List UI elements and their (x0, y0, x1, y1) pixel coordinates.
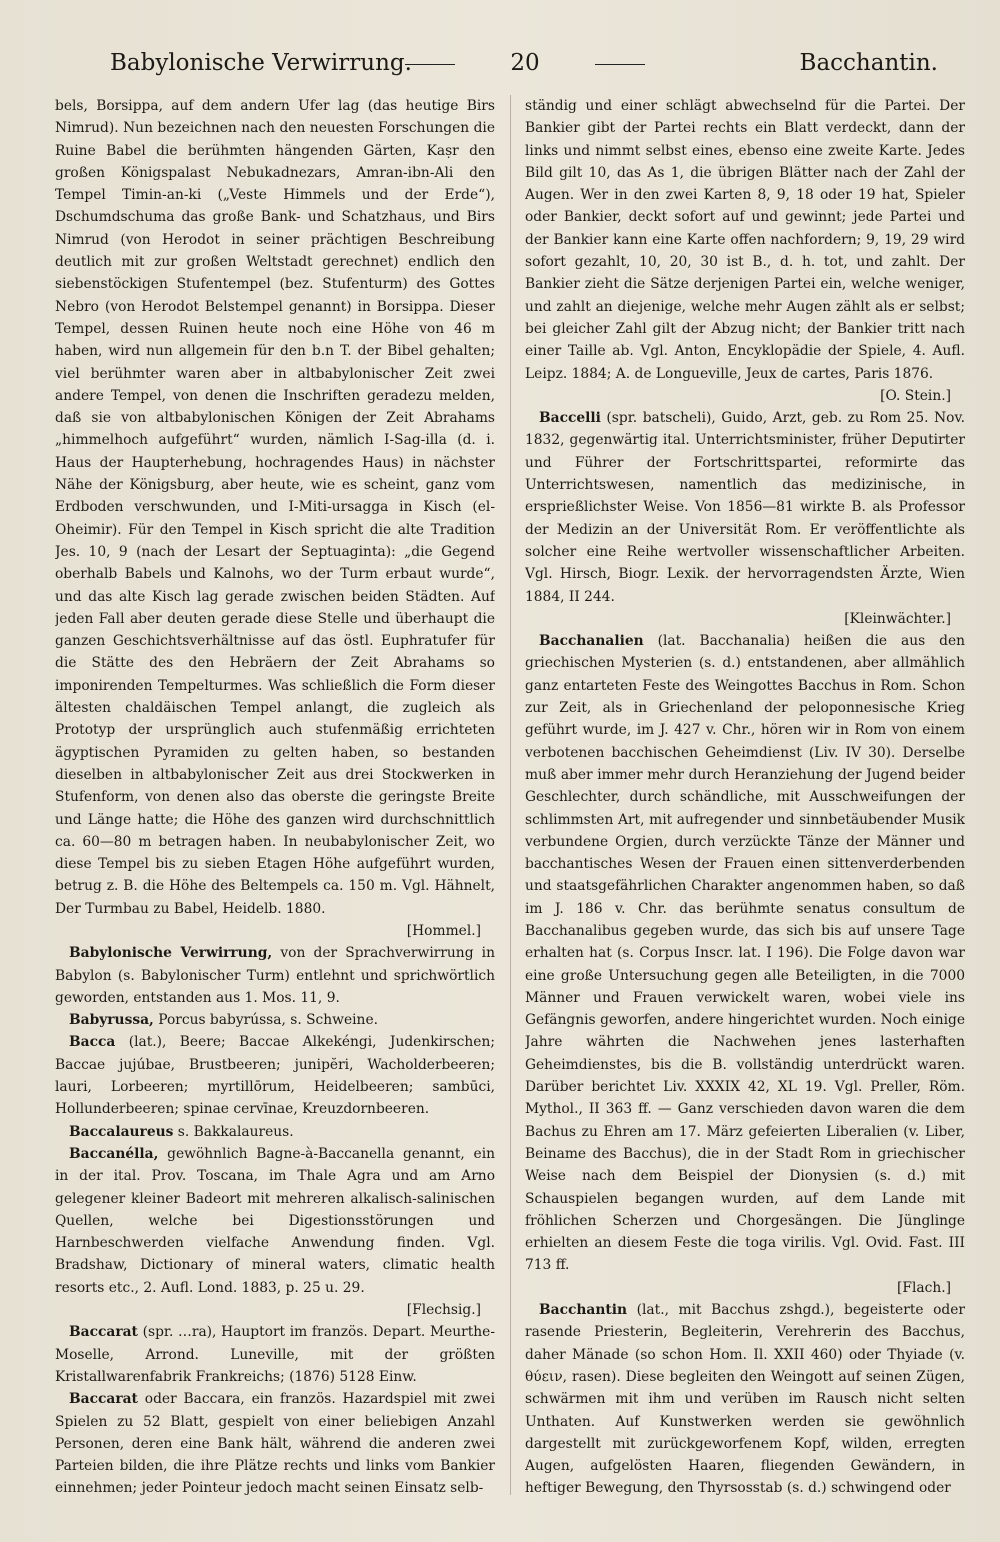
entry-text: bels, Borsippa, auf dem andern Ufer lag (das heutige Birs Nimrud). Nun bezeichnen nach den neuesten Forschungen die Ruine Babel die berühmten hängenden Gärten, Kaṣr den großen Königspalast Nebukadnezars, Amran-ibn-Ali den Tempel Timin-an-ki („Veste Himmels und der Erde“), Dschumdschuma das große Bank- und Schatzhaus, und Birs Nimrud (von Herodot in seiner prächtigen Beschreibung deutlich mit zur großen Weltstadt gerechnet) endlich den siebenstöckigen Stufentempel (bez. Stufenturm) des Gottes Nebro (von Herodot Belstempel genannt) in Borsippa. Dieser Tempel, dessen Ruinen heute noch eine Höhe von 46 m haben, wird nun allgemein für den b.n T. der Bibel gehalten; viel berühmter waren aber in altbabylonischer Zeit zwei andere Tempel, von denen die Inschriften geradezu melden, daß sie von altbabylonischen Königen der Zeit Abrahams „himmelhoch aufgeführt“ wurden, nämlich I-Sag-illa (d. i. Haus der Haupterhebung, hochragendes Haus) in nächster Nähe der Königsburg, aber heute, wie es scheint, ganz vom Erdboden verschwunden, und I-Miti-ursagga in Kisch (el-Oheimir). Für den Tempel in Kisch spricht die alte Tradition Jes. 10, 9 (nach der Lesart der Septuaginta): „die Gegend oberhalb Babels und Kalnohs, wo der Turm erbaut wurde“, und das alte Kisch lag gerade zwischen beiden Städten. Auf jeden Fall aber deuten gerade diese Stelle und überhaupt die ganzen Geschichtsverhältnisse auf das östl. Euphratufer für die Stätte des den Hebräern der Zeit Abrahams so imponirenden Tempelturmes. Was schließlich die Form dieser ältesten chaldäischen Tempel anlangt, die zugleich als Prototyp der ursprünglich auch stufenmäßig errichteten ägyptischen Pyramiden zu gelten haben, so bestanden dieselben in altbabylonischer Zeit aus drei Stockwerken in Stufenform, von denen also das oberste die geringste Breite und Länge hatte; die Höhe des ganzen wird durchschnittlich ca. 60—80 m betragen haben. In neubabylonischer Zeit, wo diese Tempel bis zu sieben Etagen Höhe aufgeführt wurden, betrug z. B. die Höhe des Beltempels ca. 150 m. Vgl. Hähnelt, Der Turmbau zu Babel, Heidelb. 1880. (55, 98, 495, 917)
entry-signature: [Flechsig.] (406, 1302, 481, 1319)
entry-headword: Bacchanalien (539, 633, 644, 650)
dictionary-entry (55, 1009, 495, 1031)
entry-text: s. Bakkalaureus. (173, 1123, 294, 1140)
entry-text: (lat., mit Bacchus zshgd.), begeisterte oder rasende Priesterin, Begleiterin, Verehrerin des Bacchus, daher Mänade (so schon Hom. Il. XXII 460) oder Thyiade (v. θύειν, rasen). Diese begleiten den Weingott auf seinen Zügen, schwärmen mit ihm und verüben im Rausch nicht selten Unthaten. Auf Kunstwerken werden sie gewöhnlich dargestellt mit zurückgeworfenem Kopf, wilden, erregten Augen, aufgelösten Haaren, fliegenden Gewändern, in heftiger Bewegung, den Thyrsosstab (s. d.) schwingend oder (525, 1302, 965, 1497)
entry-headword: Babyrussa, (69, 1012, 154, 1029)
entry-text: ständig und einer schlägt abwechselnd für die Partei. Der Bankier gibt der Partei rechts ein Blatt verdeckt, dann der links und nimmt selbst eines, ebenso eine zweite Karte. Jedes Bild gilt 10, das As 1, die übrigen Blätter nach der Zahl der Augen. Wer in den zwei Karten 8, 9, 18 oder 19 hat, Spieler oder Bankier, deckt sofort auf und gewinnt; jede Partei und der Bankier kann eine Karte offen nachfordern; 9, 19, 29 wird sofort gezahlt, 10, 20, 30 ist B., d. h. tot, und zahlt. Der Bankier zieht die Sätze derjenigen Partei ein, welche weniger, und zahlt an diejenige, welche mehr Augen zählt als er selbst; bei gleicher Zahl gilt der Abzug nicht; der Bankier tritt nach einer Taille ab. Vgl. Anton, Encyklopädie der Spiele, 4. Aufl. Leipz. 1884; A. de Longueville, Jeux de cartes, Paris 1876. (525, 98, 965, 382)
entry-text: gewöhnlich Bagne-à-Baccanella genannt, ein in der ital. Prov. Toscana, im Thale Agra und am Arno gelegener kleiner Badeort mit mehreren alkalisch-salinischen Quellen, welche bei Digestionsstörungen und Harnbeschwerden vielfache Anwendung finden. Vgl. Bradshaw, Dictionary of mineral waters, climatic health resorts etc., 2. Aufl. Lond. 1883, p. 25 u. 29. (55, 1145, 495, 1296)
dictionary-entry (525, 95, 965, 407)
entry-headword: Baccelli (539, 410, 601, 427)
dictionary-entry (525, 1299, 965, 1500)
entry-signature: [Kleinwächter.] (844, 610, 951, 627)
dictionary-entry (525, 407, 965, 630)
entry-headword: Baccanélla, (69, 1145, 159, 1162)
page-number: 20 (450, 50, 600, 76)
entry-headword: Bacchantin (539, 1302, 628, 1319)
entry-text: (lat. Bacchanalia) heißen die aus den griechischen Mysterien (s. d.) entstandenen, aber allmählich ganz entarteten Feste des Weingottes Bacchus in Rom. Schon zur Zeit, als in Griechenland der peloponnesische Krieg geführt wurde, im J. 427 v. Chr., hören wir in Rom von einem verbotenen bacchischen Geheimdienst (Liv. IV 30). Derselbe muß aber immer mehr durch Heranziehung der Jugend beider Geschlechter, durch schändliche, mit Ausschweifungen der schlimmsten Art, mit aufregender und sinnbetäubender Musik verbundene Orgien, durch verzückte Tänze der Männer und bacchantisches Wesen der Frauen einen sittenverderbenden und staatsgefährlichen Charakter angenommen haben, so daß im J. 186 v. Chr. das berühmte senatus consultum de Bacchanalibus gegeben wurde, das sich bis auf unsere Tage erhalten hat (s. Corpus Inscr. lat. I 196). Die Folge davon war eine große Untersuchung gegen alle Beteiligten, in die 7000 Männer und Frauen verwickelt waren, wobei viele ins Gefängnis geworfen, andere hingerichtet wurden. Noch einige Jahre währten die Nachwehen jenes lasterhaften Geheimdienstes, bis die B. vollständig unterdrückt waren. Darüber berichtet Liv. XXXIX 42, XL 19. Vgl. Preller, Röm. Mythol., II 363 ff. — Ganz verschieden davon waren die dem Bachus zu Ehren am 17. März gefeierten Liberalien (v. Liber, Beiname des Bacchus), die in der Stadt Rom in griechischer Weise nach dem Beispiel der Dionysien (s. d.) mit Schauspielen begangen wurden, auf dem Lande mit fröhlichen Scherzen und Chorgesängen. Die Jünglinge erhielten an diesem Feste die toga virilis. Vgl. Ovid. Fast. III 713 ff. (525, 633, 965, 1274)
entry-text: (spr. …ra), Hauptort im französ. Depart. Meurthe-Moselle, Arrond. Luneville, mit der größten Kristallwarenfabrik Frankreichs; (1876) 5128 Einw. (55, 1324, 495, 1385)
entry-signature: [Flach.] (897, 1279, 951, 1296)
right-column (525, 95, 965, 1525)
dictionary-entry (55, 1143, 495, 1321)
dictionary-entry (55, 1031, 495, 1120)
entry-headword: Babylonische Verwirrung, (69, 945, 273, 962)
dictionary-entry (55, 1388, 495, 1499)
running-head-left: Babylonische Verwirrung. (110, 50, 412, 76)
entry-text: von der Sprachverwirrung in Babylon (s. Babylonischer Turm) entlehnt und sprichwörtlich geworden, entstanden aus 1. Mos. 11, 9. (55, 945, 495, 1006)
entry-text: oder Baccara, ein französ. Hazardspiel mit zwei Spielen zu 52 Blatt, gespielt von einer beliebigen Anzahl Personen, deren eine Bank hält, während die anderen zwei Parteien bilden, die ihre Plätze rechts und links vom Bankier einnehmen; jeder Pointeur jedoch macht seinen Einsatz selb- (55, 1391, 495, 1497)
entry-text: (lat.), Beere; Baccae Alkekéngi, Judenkirschen; Baccae jujúbae, Brustbeeren; junipĕri, Wacholderbeeren; lauri, Lorbeeren; myrtillōrum, Heidelbeeren; sambūci, Hollunderbeeren; spinae cervīnae, Kreuzdornbeeren. (55, 1034, 495, 1118)
entry-signature: [O. Stein.] (880, 387, 951, 404)
dictionary-entry (525, 630, 965, 1299)
text-columns (55, 95, 965, 1525)
entry-text: (spr. batscheli), Guido, Arzt, geb. zu Rom 25. Nov. 1832, gegenwärtig ital. Unterrichtsminister, früher Deputirter und Führer der Fortschrittspartei, reformirte das Unterrichtswesen, namentlich das medizinische, in ersprießlichster Weise. Von 1856—81 wirkte B. als Professor der Medizin an der Universität Rom. Er veröffentlichte als solcher eine Reihe wertvoller wissenschaftlicher Arbeiten. Vgl. Hirsch, Biogr. Lexik. der hervorragendsten Ärzte, Wien 1884, II 244. (525, 410, 965, 605)
entry-signature: [Hommel.] (406, 922, 481, 939)
entry-headword: Baccalaureus (69, 1123, 174, 1140)
dictionary-entry (55, 1121, 495, 1143)
entry-text: Porcus babyrússa, s. Schweine. (153, 1012, 378, 1029)
dictionary-entry (55, 95, 495, 942)
left-column (55, 95, 495, 1525)
running-head-right: Bacchantin. (799, 50, 938, 76)
dictionary-entry (55, 1321, 495, 1388)
entry-headword: Baccarat (69, 1324, 138, 1341)
entry-headword: Baccarat (69, 1391, 138, 1408)
column-divider (510, 95, 511, 1495)
dictionary-entry (55, 942, 495, 1009)
entry-headword: Bacca (69, 1034, 116, 1051)
page-header (110, 50, 938, 90)
